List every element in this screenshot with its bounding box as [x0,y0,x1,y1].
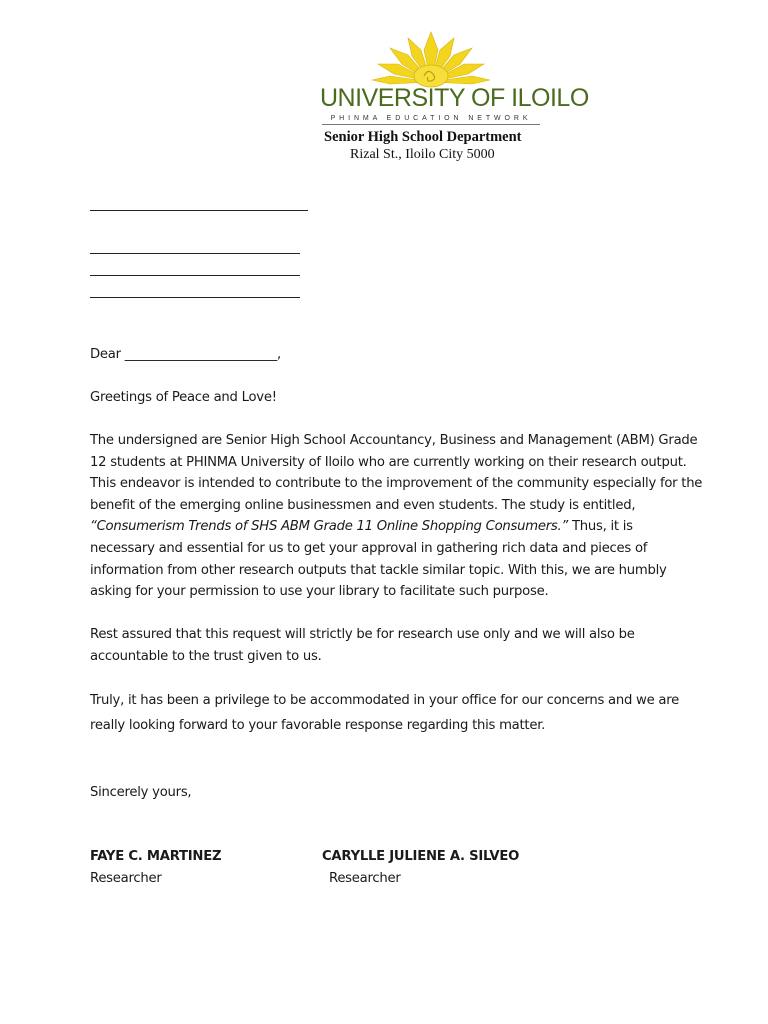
paragraph-line: accountable to the trust given to us. [90,648,322,664]
paragraph-line: necessary and essential for us to get your approval in gathering rich data and pieces of [90,540,648,556]
paragraph-line: The undersigned are Senior High School Accountancy, Business and Management (ABM) Grade [90,433,698,448]
recipient-address-blank-line [90,297,300,298]
salutation [90,347,281,362]
signatory-2-name: CARYLLE JULIENE A. SILVEO [322,849,520,864]
paragraph-line: Rest assured that this request will strictly be for research use only and we will also be [90,627,635,642]
paragraph-line: This endeavor is intended to contribute to the improvement of the community especially for the [90,476,703,492]
body-paragraph-3 [90,688,690,738]
date-blank-line [90,210,308,211]
signatory-2-role: Researcher [329,871,401,886]
paragraph-line: really looking forward to your favorable response regarding this matter. [90,718,546,733]
letterhead-divider [322,124,540,125]
university-wordmark: UNIVERSITY OF ILOILO [320,84,589,112]
salutation-prefix: Dear [90,347,121,362]
closing: Sincerely yours, [90,785,192,800]
department-name: Senior High School Department [324,129,522,145]
paragraph-line-rest: Thus, it is [568,519,633,535]
body-paragraph-1 [90,430,703,603]
signatory-1-role: Researcher [90,871,162,886]
study-title: “Consumerism Trends of SHS ABM Grade 11 Online Shopping Consumers.” [90,519,569,535]
body-paragraph-2 [90,624,690,667]
signatory-1-name: FAYE C. MARTINEZ [90,849,222,864]
paragraph-line: asking for your permission to use your library to facilitate such purpose. [90,584,549,600]
paragraph-line: Truly, it has been a privilege to be accommodated in your office for our concerns and we are [90,693,679,708]
department-address: Rizal St., Iloilo City 5000 [350,147,495,162]
recipient-name-blank-line [90,253,300,254]
salutation-blank: ________________________, [124,347,281,362]
network-tagline: PHINMA EDUCATION NETWORK [330,115,532,122]
greeting: Greetings of Peace and Love! [90,390,277,405]
paragraph-line: 12 students at PHINMA University of Iloilo who are currently working on their research output. [90,454,687,470]
paragraph-line: information from other research outputs that tackle similar topic. With this, we are humbly [90,562,667,578]
recipient-title-blank-line [90,275,300,276]
paragraph-line: benefit of the emerging online businessmen and even students. The study is entitled, [90,497,636,513]
sun-icon [372,32,490,87]
paragraph-line [90,516,690,538]
